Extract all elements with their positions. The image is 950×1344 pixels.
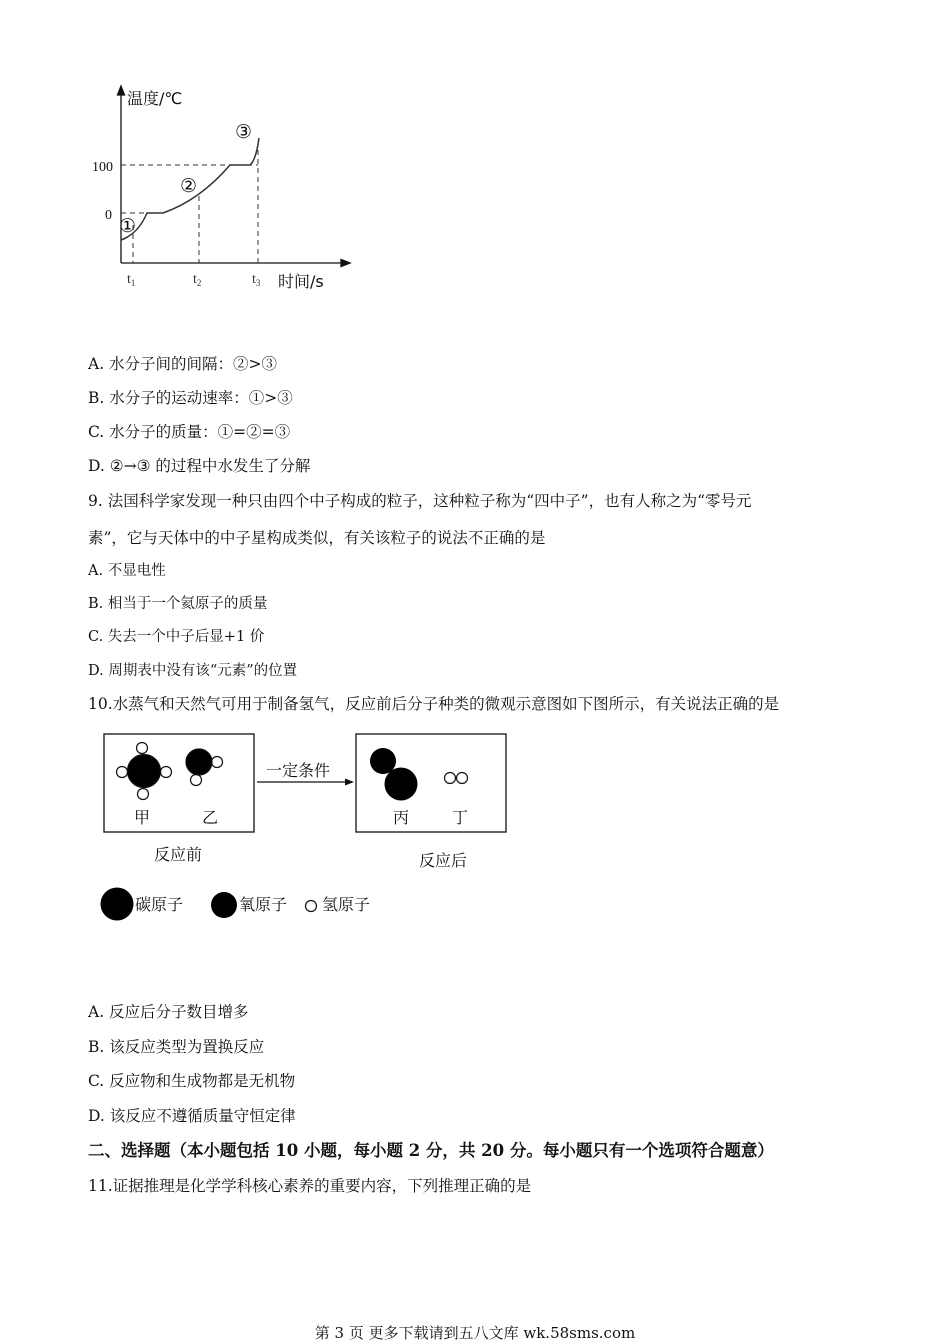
x-tick-t2: $t_2$ <box>193 272 202 288</box>
reaction-arrowhead <box>345 779 354 786</box>
y-tick-100: 100 <box>92 160 113 175</box>
label-yi: 乙 <box>202 808 219 827</box>
legend-carbon-label: 碳原子 <box>135 895 184 914</box>
label-jia: 甲 <box>134 808 151 827</box>
label-ding: 丁 <box>452 808 469 827</box>
molecule-yi <box>186 749 223 786</box>
q8-option-a: A. 水分子间的间隔：②>③ <box>88 355 278 373</box>
q9-stem-line2: 素”，它与天体中的中子星构成类似，有关该粒子的说法不正确的是 <box>88 529 546 547</box>
molecule-ding <box>445 773 468 784</box>
q10-option-c: C. 反应物和生成物都是无机物 <box>88 1072 296 1090</box>
page-footer: 第 3 页 更多下载请到五八文库 wk.58sms.com <box>314 1324 636 1342</box>
q9-option-d: D. 周期表中没有该“元素”的位置 <box>88 663 298 679</box>
legend-hydrogen-label: 氢原子 <box>322 895 371 914</box>
q9-stem-line1: 9. 法国科学家发现一种只由四个中子构成的粒子，这种粒子称为“四中子”，也有人称之为“零号元 <box>88 492 752 510</box>
q10-option-d: D. 该反应不遵循质量守恒定律 <box>88 1107 296 1125</box>
x-tick-t3: $t_3$ <box>252 272 261 288</box>
legend-carbon-icon <box>101 888 134 921</box>
before-box <box>104 734 254 832</box>
q8-option-c: C. 水分子的质量：①=②=③ <box>88 423 291 441</box>
molecule-jia <box>117 743 172 800</box>
arrow-label: 一定条件 <box>266 761 331 780</box>
before-caption: 反应前 <box>154 845 203 864</box>
q11-stem: 11.证据推理是化学学科核心素养的重要内容，下列推理正确的是 <box>88 1177 532 1195</box>
molecule-bing <box>370 748 418 801</box>
legend-oxygen-label: 氧原子 <box>239 895 288 914</box>
q8-option-d: D. ②→③ 的过程中水发生了分解 <box>88 457 311 475</box>
after-box <box>356 734 506 832</box>
legend-oxygen-icon <box>211 892 237 918</box>
after-caption: 反应后 <box>419 851 468 870</box>
y-axis-label: 温度/℃ <box>127 89 183 108</box>
q10-stem: 10.水蒸气和天然气可用于制备氢气，反应前后分子种类的微观示意图如下图所示，有关说法正确的是 <box>88 695 780 713</box>
q10-option-a: A. 反应后分子数目增多 <box>88 1003 249 1021</box>
y-tick-0: 0 <box>105 208 112 223</box>
q9-option-c: C. 失去一个中子后显+1 价 <box>88 629 265 645</box>
stage-2-marker: ② <box>180 175 198 197</box>
section2-heading: 二、选择题（本小题包括 10 小题，每小题 2 分，共 20 分。每小题只有一个选项符合题意） <box>88 1141 774 1160</box>
stage-3-marker: ③ <box>235 121 253 143</box>
label-bing: 丙 <box>393 808 410 827</box>
q9-option-a: A. 不显电性 <box>88 563 166 579</box>
q10-option-b: B. 该反应类型为置换反应 <box>88 1038 265 1056</box>
q9-option-b: B. 相当于一个氦原子的质量 <box>88 596 268 612</box>
q8-option-b: B. 水分子的运动速率：①>③ <box>88 389 293 407</box>
x-axis-label: 时间/s <box>278 272 324 291</box>
legend-hydrogen-icon <box>306 901 317 912</box>
stage-1-marker: ① <box>119 215 137 237</box>
x-tick-t1: $t_1$ <box>127 272 136 288</box>
